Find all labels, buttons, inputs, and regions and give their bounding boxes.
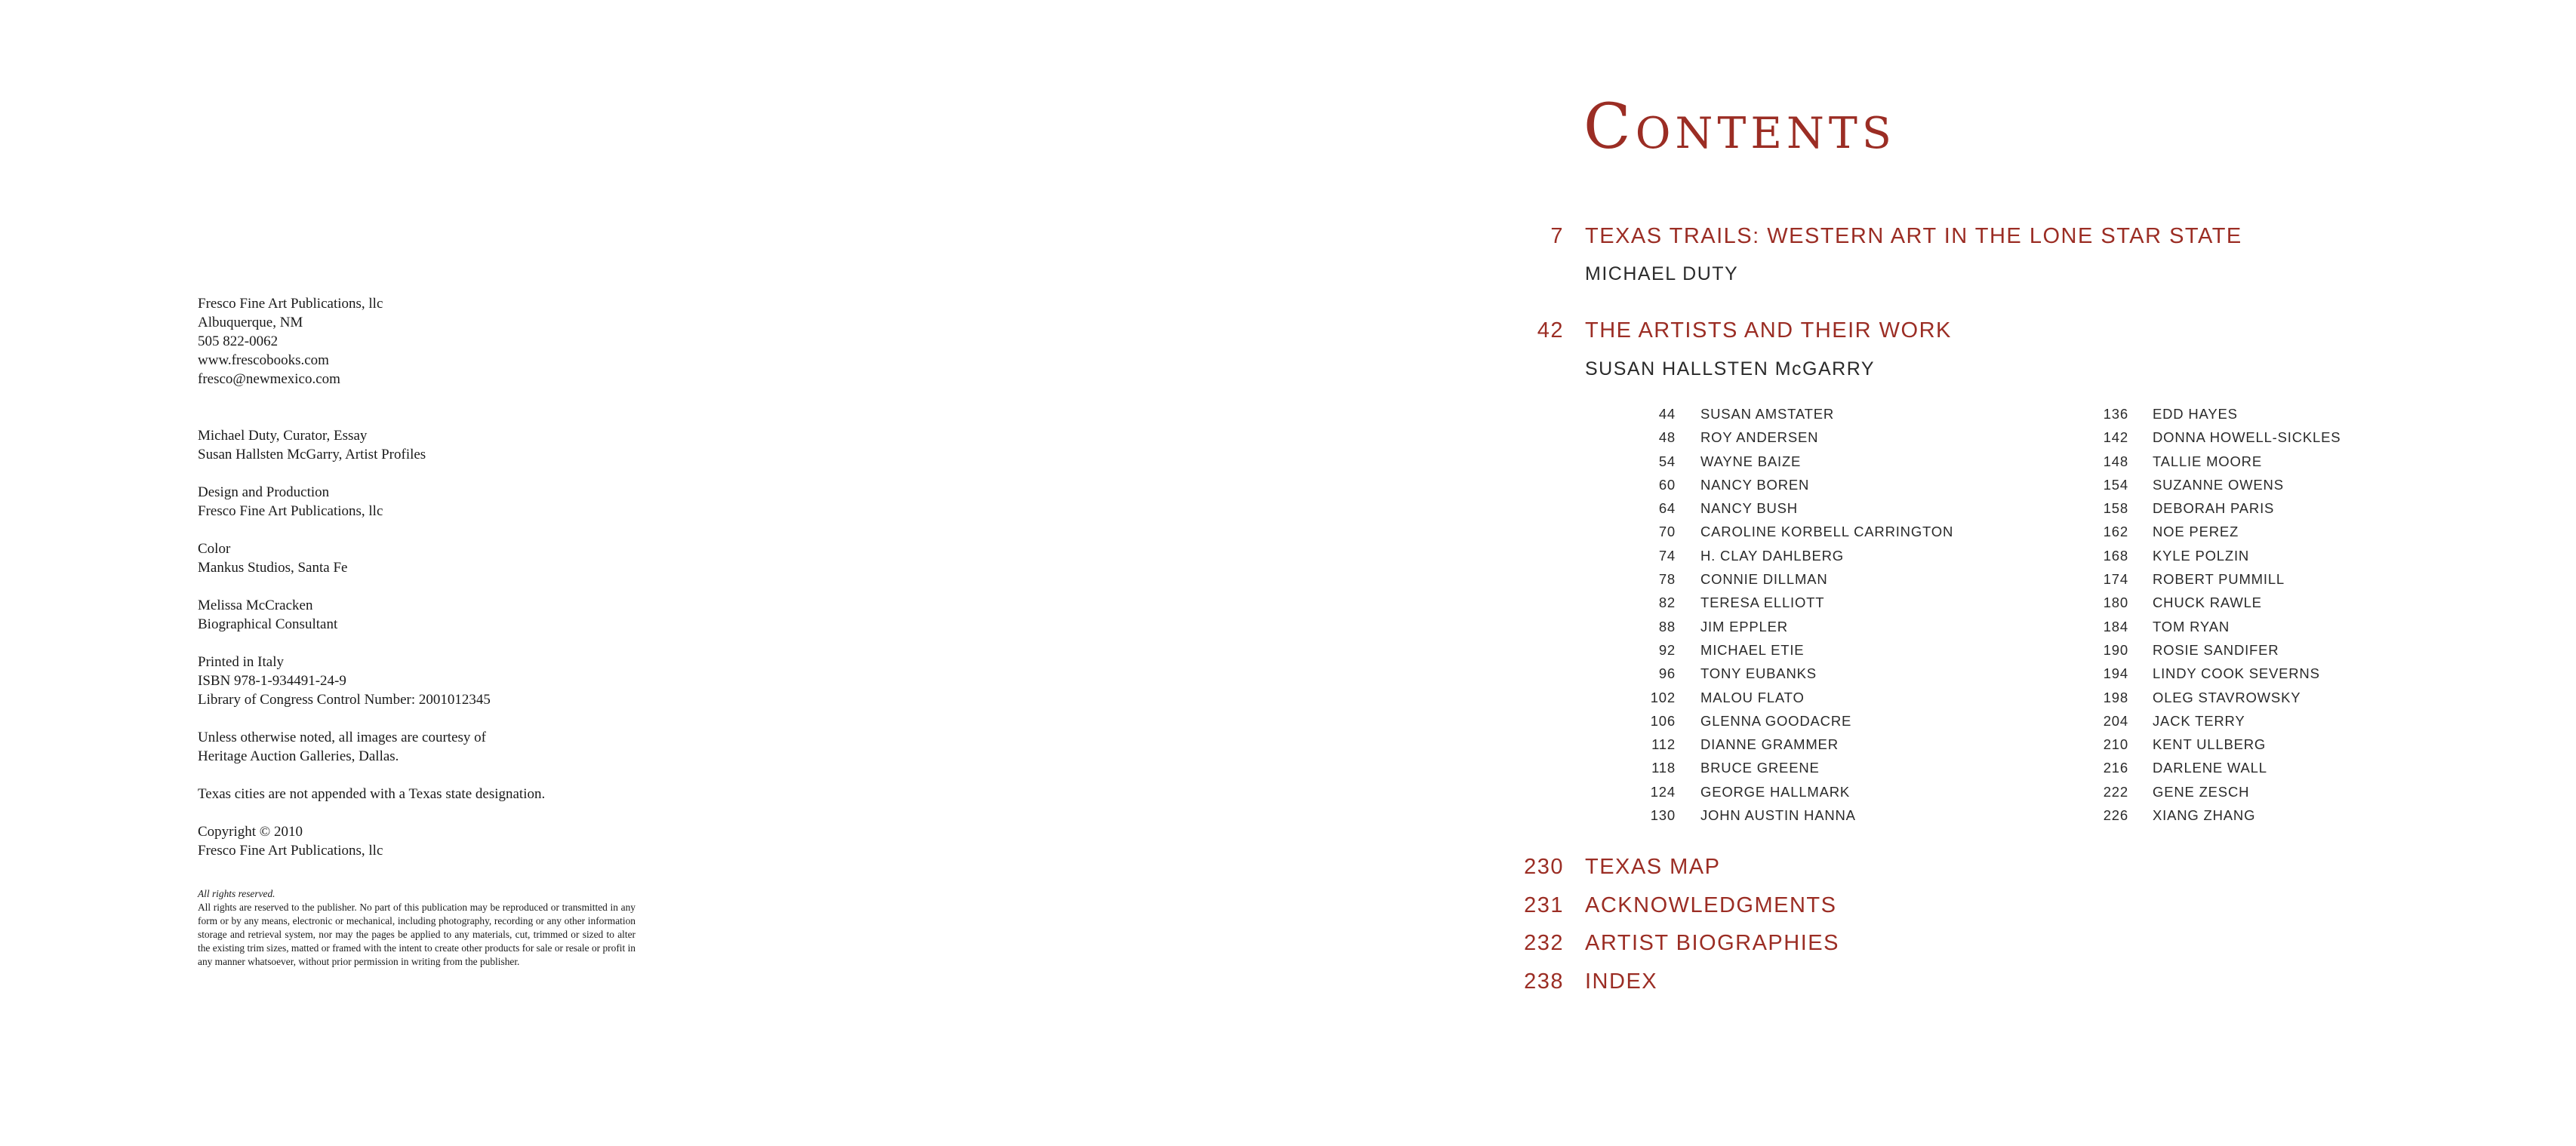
artist-page-number: 194 <box>2103 665 2128 682</box>
artist-page-number: 184 <box>2103 618 2128 634</box>
artist-page-number: 78 <box>1658 571 1676 588</box>
artist-name: GEORGE HALLMARK <box>1700 783 1851 800</box>
artist-name: WAYNE BAIZE <box>1700 453 1802 469</box>
artist-entry[interactable] <box>2068 713 2430 736</box>
toc-section-texas-trails[interactable] <box>1550 224 2242 249</box>
rights-notice <box>198 887 636 969</box>
artist-page-number: 142 <box>2103 429 2128 446</box>
artist-entry[interactable] <box>2068 784 2430 807</box>
artist-name: OLEG STAVROWSKY <box>2153 689 2301 705</box>
toc-section-acknowledgments[interactable] <box>1524 893 1839 932</box>
color-label: Color <box>198 541 231 557</box>
artist-name: DIANNE GRAMMER <box>1700 736 1839 753</box>
artist-entry[interactable] <box>2068 406 2430 429</box>
artist-name: TERESA ELLIOTT <box>1700 595 1825 611</box>
cities-note-text: Texas cities are not appended with a Texas state designation. <box>198 786 546 802</box>
toc-section-title: TEXAS MAP <box>1585 855 1721 879</box>
credits <box>198 426 666 464</box>
images-note-line-2: Heritage Auction Galleries, Dallas. <box>198 748 399 764</box>
artist-entry[interactable] <box>1615 500 2038 524</box>
artist-name: KENT ULLBERG <box>2153 736 2267 753</box>
toc-page-number: 238 <box>1524 969 1564 994</box>
artist-page-number: 216 <box>2103 760 2128 776</box>
artist-entry[interactable] <box>1615 477 2038 500</box>
artist-page-number: 70 <box>1658 524 1676 540</box>
artist-page-number: 118 <box>1651 760 1676 776</box>
artist-name: CHUCK RAWLE <box>2153 595 2262 611</box>
artist-page-number: 130 <box>1650 807 1676 824</box>
artist-entry[interactable] <box>2068 477 2430 500</box>
toc-section-title: ARTIST BIOGRAPHIES <box>1585 931 1839 955</box>
cities-note <box>198 785 666 803</box>
artist-list-column-1 <box>1615 406 2038 831</box>
artist-page-number: 60 <box>1658 476 1676 493</box>
artist-name: DONNA HOWELL-SICKLES <box>2153 429 2341 446</box>
publisher-phone: 505 822-0062 <box>198 333 279 349</box>
artist-page-number: 82 <box>1658 595 1676 611</box>
artist-name: CAROLINE KORBELL CARRINGTON <box>1700 524 1954 540</box>
artist-entry[interactable] <box>2068 619 2430 642</box>
artist-entry[interactable] <box>2068 524 2430 547</box>
artist-name: MALOU FLATO <box>1700 689 1805 705</box>
artist-name: GLENNA GOODACRE <box>1700 712 1852 729</box>
artist-name: JOHN AUSTIN HANNA <box>1700 807 1856 824</box>
artist-entry[interactable] <box>2068 595 2430 618</box>
credit-curator: Michael Duty, Curator, Essay <box>198 428 368 444</box>
artist-entry[interactable] <box>1615 595 2038 618</box>
artist-page-number: 210 <box>2103 736 2128 753</box>
artist-name: TOM RYAN <box>2153 618 2230 634</box>
publisher-info <box>198 294 666 389</box>
consultant-name: Melissa McCracken <box>198 598 313 613</box>
artist-name: MICHAEL ETIE <box>1700 641 1805 658</box>
toc-section-title: ACKNOWLEDGMENTS <box>1585 893 1837 917</box>
artist-page-number: 204 <box>2103 712 2128 729</box>
rights-text: All rights are reserved to the publisher. No part of this publication may be reproduced or transmitted in any form or by any means, electronic or mechanical, including photography, recording or any other information storage and retrieval system, nor may the pages be applied to any materials, cut, trimmed or sized to alter the existing trim sizes, matted or framed with the intent to create other products for sale or resale or profit in any manner whatsoever, without prior permission in writing from the publisher. <box>198 902 636 967</box>
artist-entry[interactable] <box>1615 807 2038 831</box>
artist-page-number: 158 <box>2103 500 2128 517</box>
artist-page-number: 154 <box>2103 476 2128 493</box>
artist-page-number: 44 <box>1658 406 1676 422</box>
artist-page-number: 198 <box>2103 689 2128 705</box>
artist-page-number: 102 <box>1650 689 1676 705</box>
artist-name: BRUCE GREENE <box>1700 760 1820 776</box>
artist-name: ROSIE SANDIFER <box>2153 641 2279 658</box>
toc-page-number: 7 <box>1550 224 1564 248</box>
print-info <box>198 653 666 709</box>
artist-name: DEBORAH PARIS <box>2153 500 2275 517</box>
artist-name: SUZANNE OWENS <box>2153 476 2284 493</box>
artist-entry[interactable] <box>1615 453 2038 477</box>
artist-page-number: 168 <box>2103 547 2128 564</box>
consultant-credit <box>198 596 666 634</box>
artist-name: LINDY COOK SEVERNS <box>2153 665 2320 682</box>
artist-entry[interactable] <box>1615 784 2038 807</box>
artist-entry[interactable] <box>1615 690 2038 713</box>
artist-entry[interactable] <box>2068 642 2430 665</box>
artist-entry[interactable] <box>1615 571 2038 595</box>
toc-section-author: MICHAEL DUTY <box>1585 263 1739 284</box>
artist-name: EDD HAYES <box>2153 406 2238 422</box>
artist-entry[interactable] <box>1615 429 2038 453</box>
artist-name: TALLIE MOORE <box>2153 453 2262 469</box>
artist-entry[interactable] <box>2068 665 2430 689</box>
artist-page-number: 54 <box>1658 453 1676 469</box>
artist-entry[interactable] <box>1615 406 2038 429</box>
loc-number: Library of Congress Control Number: 2001012345 <box>198 692 491 708</box>
artist-page-number: 48 <box>1658 429 1676 446</box>
toc-section-author: SUSAN HALLSTEN McGARRY <box>1585 358 1876 379</box>
toc-section-artist-biographies[interactable] <box>1524 931 1839 969</box>
artist-page-number: 148 <box>2103 453 2128 469</box>
copyright-holder: Fresco Fine Art Publications, llc <box>198 843 383 859</box>
color-credit <box>198 539 666 577</box>
colophon <box>198 294 666 969</box>
artist-name: GENE ZESCH <box>2153 783 2250 800</box>
color-value: Mankus Studios, Santa Fe <box>198 560 348 576</box>
design-label: Design and Production <box>198 484 330 500</box>
publisher-website: www.frescobooks.com <box>198 352 329 368</box>
toc-end-sections <box>1524 855 1839 1007</box>
toc-page-number: 231 <box>1524 893 1564 917</box>
artist-page-number: 226 <box>2103 807 2128 824</box>
images-note-line-1: Unless otherwise noted, all images are courtesy of <box>198 730 486 745</box>
artist-entry[interactable] <box>2068 760 2430 783</box>
artist-entry[interactable] <box>1615 736 2038 760</box>
artist-entry[interactable] <box>1615 642 2038 665</box>
artist-entry[interactable] <box>2068 807 2430 831</box>
artist-page-number: 74 <box>1658 547 1676 564</box>
artist-entry[interactable] <box>2068 429 2430 453</box>
artist-name: ROBERT PUMMILL <box>2153 571 2285 588</box>
toc-section-title: TEXAS TRAILS: WESTERN ART IN THE LONE STAR STATE <box>1585 224 2242 248</box>
artist-name: NANCY BUSH <box>1700 500 1798 517</box>
artist-entry[interactable] <box>2068 690 2430 713</box>
artist-entry[interactable] <box>1615 524 2038 547</box>
artist-name: KYLE POLZIN <box>2153 547 2250 564</box>
artist-entry[interactable] <box>2068 571 2430 595</box>
publisher-email: fresco@newmexico.com <box>198 371 340 387</box>
artist-page-number: 64 <box>1658 500 1676 517</box>
artist-page-number: 106 <box>1650 712 1676 729</box>
artist-entry[interactable] <box>1615 760 2038 783</box>
copyright-info <box>198 822 666 860</box>
artist-page-number: 136 <box>2103 406 2128 422</box>
artist-entry[interactable] <box>1615 619 2038 642</box>
artist-page-number: 174 <box>2103 571 2128 588</box>
artist-page-number: 222 <box>2103 783 2128 800</box>
artist-name: NANCY BOREN <box>1700 476 1810 493</box>
artist-page-number: 112 <box>1651 736 1676 753</box>
artist-list-column-2 <box>2068 406 2430 831</box>
artist-page-number: 88 <box>1658 618 1676 634</box>
artist-page-number: 96 <box>1658 665 1676 682</box>
artist-name: ROY ANDERSEN <box>1700 429 1819 446</box>
toc-section-texas-map[interactable] <box>1524 855 1839 893</box>
artist-page-number: 190 <box>2103 641 2128 658</box>
toc-page-number: 42 <box>1537 318 1564 343</box>
artist-name: H. CLAY DAHLBERG <box>1700 547 1844 564</box>
toc-section-index[interactable] <box>1524 969 1839 1008</box>
images-note <box>198 728 666 766</box>
artist-entry[interactable] <box>2068 548 2430 571</box>
artist-page-number: 124 <box>1650 783 1676 800</box>
toc-page-number: 232 <box>1524 931 1564 955</box>
publisher-city: Albuquerque, NM <box>198 315 303 330</box>
artist-page-number: 92 <box>1658 641 1676 658</box>
artist-entry[interactable] <box>2068 453 2430 477</box>
artist-entry[interactable] <box>2068 500 2430 524</box>
artist-page-number: 162 <box>2103 524 2128 540</box>
artist-name: XIANG ZHANG <box>2153 807 2256 824</box>
credit-profiles: Susan Hallsten McGarry, Artist Profiles <box>198 447 426 462</box>
artist-name: JIM EPPLER <box>1700 618 1788 634</box>
artist-name: TONY EUBANKS <box>1700 665 1817 682</box>
artist-entry[interactable] <box>1615 548 2038 571</box>
design-credit <box>198 483 666 521</box>
toc-section-title: INDEX <box>1585 969 1658 994</box>
artist-entry[interactable] <box>1615 665 2038 689</box>
artist-entry[interactable] <box>1615 713 2038 736</box>
toc-section-artists[interactable] <box>1537 318 1952 343</box>
printed-in: Printed in Italy <box>198 654 284 670</box>
consultant-role: Biographical Consultant <box>198 616 338 632</box>
artist-name: NOE PEREZ <box>2153 524 2239 540</box>
rights-title: All rights reserved. <box>198 888 275 899</box>
publisher-name: Fresco Fine Art Publications, llc <box>198 296 383 312</box>
artist-name: JACK TERRY <box>2153 712 2245 729</box>
artist-name: DARLENE WALL <box>2153 760 2267 776</box>
artist-name: SUSAN AMSTATER <box>1700 406 1835 422</box>
contents-title: Contents <box>1583 91 1896 163</box>
artist-name: CONNIE DILLMAN <box>1700 571 1828 588</box>
toc-section-title: THE ARTISTS AND THEIR WORK <box>1585 318 1952 343</box>
copyright: Copyright © 2010 <box>198 824 303 840</box>
artist-entry[interactable] <box>2068 736 2430 760</box>
isbn: ISBN 978-1-934491-24-9 <box>198 673 346 689</box>
toc-page-number: 230 <box>1524 855 1564 879</box>
artist-page-number: 180 <box>2103 595 2128 611</box>
design-value: Fresco Fine Art Publications, llc <box>198 503 383 519</box>
